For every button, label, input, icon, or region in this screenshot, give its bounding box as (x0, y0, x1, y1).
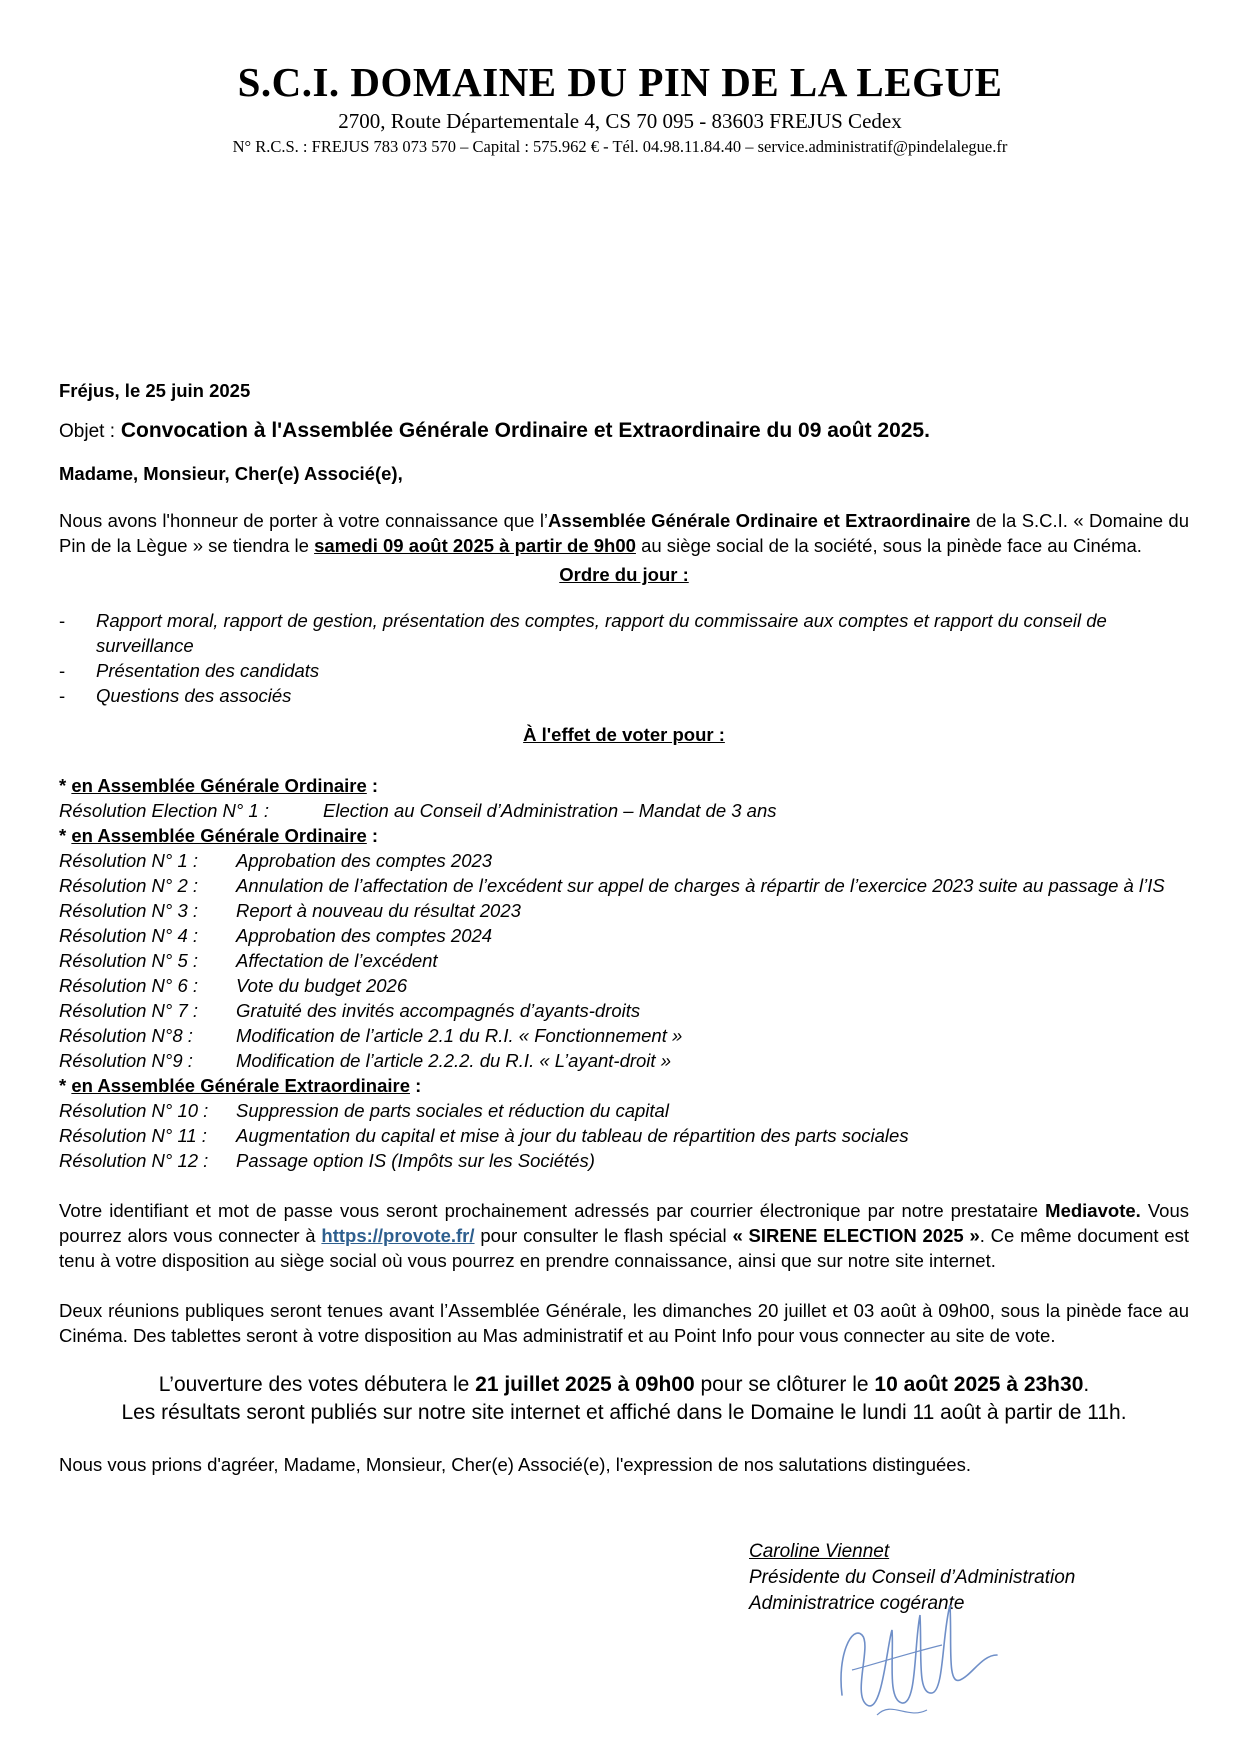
intro-text-1: Nous avons l'honneur de porter à votre connaissance que l’ (59, 510, 549, 531)
provote-link[interactable]: https://provote.fr/ (321, 1225, 475, 1246)
resolutions (59, 773, 1189, 1173)
agenda-item: - Rapport moral, rapport de gestion, présentation des comptes, rapport du commissaire aux comptes et rapport du conseil de surveillance (59, 610, 1107, 656)
closing-formula: Nous vous prions d'agréer, Madame, Monsieur, Cher(e) Associé(e), l'expression de nos salutations distinguées. (59, 1454, 971, 1475)
agenda-item-text: Rapport moral, rapport de gestion, présentation des comptes, rapport du commissaire aux comptes et rapport du conseil de surveillance (96, 610, 1107, 656)
resolution-text: Vote du budget 2026 (236, 975, 408, 996)
letter-date: Fréjus, le 25 juin 2025 (59, 380, 251, 401)
results-info: Les résultats seront publiés sur notre site internet et affiché dans le Domaine le lundi 11 août à partir de 11h. (121, 1401, 1127, 1424)
signatory-role-1: Présidente du Conseil d’Administration (749, 1567, 1076, 1588)
resolution-text: Approbation des comptes 2023 (236, 850, 493, 871)
resolution-row (59, 873, 1189, 898)
section-rows-ordinary-election (59, 798, 1189, 823)
agenda-item-text: Présentation des candidats (96, 660, 320, 681)
intro-text-3: au siège social de la société, sous la pinède face au Cinéma. (635, 535, 1142, 556)
section-rows-extraordinary (59, 1098, 1189, 1173)
vote-open-date: 21 juillet 2025 à 09h00 (475, 1373, 695, 1396)
resolution-text: Report à nouveau du résultat 2023 (236, 900, 521, 921)
provider-name: Mediavote. (1045, 1200, 1141, 1221)
intro-paragraph (59, 508, 1189, 558)
resolution-number: Résolution N° 1 : (59, 850, 199, 871)
subject-text: Convocation à l'Assemblée Générale Ordinaire et Extraordinaire du 09 août 2025. (120, 419, 930, 442)
section-title-extraordinary: * en Assemblée Générale Extraordinaire : (59, 1075, 422, 1096)
vote-close-date: 10 août 2025 à 23h30 (874, 1373, 1084, 1396)
resolution-text: Passage option IS (Impôts sur les Sociétés) (236, 1150, 595, 1171)
agenda-item: - Présentation des candidats (59, 660, 320, 681)
agenda-title: Ordre du jour : (559, 564, 689, 585)
resolution-row (59, 798, 1189, 823)
resolution-row (59, 898, 1189, 923)
resolution-number: Résolution N° 4 : (59, 925, 199, 946)
salutation: Madame, Monsieur, Cher(e) Associé(e), (59, 463, 403, 484)
credentials-paragraph: Votre identifiant et mot de passe vous seront prochainement adressés par courrier électronique par notre prestataire Mediavote. Vous pourrez alors vous connecter à https://provote.fr/ pour consulter le flash spécial « SIRENE ELECTION 2025 ». Ce même document est tenu à votre disposition au siège social où vous pourrez en prendre connaissance, ainsi que sur notre site internet. (59, 1200, 1190, 1271)
resolution-text: Annulation de l’affectation de l’excédent sur appel de charges à répartir de l’exercice 2023 suite au passage à l’IS (236, 875, 1165, 896)
resolution-number: Résolution N° 7 : (59, 1000, 199, 1021)
resolution-number: Résolution Election N° 1 : (59, 800, 269, 821)
vote-title: À l'effet de voter pour : (523, 724, 725, 745)
voting-dates: L’ouverture des votes débutera le 21 juillet 2025 à 09h00 pour se clôturer le 10 août 2025 à 23h30. (158, 1373, 1090, 1396)
letter-subject (59, 417, 1189, 446)
flash-title: « SIRENE ELECTION 2025 » (732, 1225, 980, 1246)
resolution-number: Résolution N° 11 : (59, 1125, 207, 1146)
subject-label: Objet : (59, 421, 115, 442)
company-legal-info: N° R.C.S. : FREJUS 783 073 570 – Capital : 575.962 € - Tél. 04.98.11.84.40 – service.administratif@pindelalegue.fr (232, 137, 1008, 156)
company-address: 2700, Route Départementale 4, CS 70 095 - 83603 FREJUS Cedex (338, 109, 902, 133)
voting-period (59, 1371, 1189, 1427)
resolution-number: Résolution N°8 : (59, 1025, 193, 1046)
resolution-row (59, 848, 1189, 873)
resolution-text: Election au Conseil d’Administration – Mandat de 3 ans (323, 800, 777, 821)
resolution-row (59, 998, 1189, 1023)
letter-body (59, 378, 1189, 1477)
agenda-item: - Questions des associés (59, 685, 292, 706)
resolution-row (59, 1148, 1189, 1173)
resolution-number: Résolution N° 6 : (59, 975, 199, 996)
resolution-text: Affectation de l’excédent (236, 950, 438, 971)
section-title-ordinary-election: * en Assemblée Générale Ordinaire : (59, 775, 379, 796)
section-title-ordinary: * en Assemblée Générale Ordinaire : (59, 825, 379, 846)
resolution-text: Suppression de parts sociales et réduction du capital (236, 1100, 669, 1121)
letterhead (0, 58, 1240, 158)
public-meetings-paragraph: Deux réunions publiques seront tenues avant l’Assemblée Générale, les dimanches 20 juillet et 03 août à 09h00, sous la pinède face au Cinéma. Des tablettes seront à votre disposition au Mas administratif et au Point Info pour vous connecter au site de vote. (59, 1300, 1189, 1346)
resolution-row (59, 923, 1189, 948)
resolution-row (59, 1023, 1189, 1048)
intro-bold-assembly: Assemblée Générale Ordinaire et Extraordinaire (548, 510, 971, 531)
resolution-row (59, 973, 1189, 998)
company-name: S.C.I. DOMAINE DU PIN DE LA LEGUE (237, 59, 1003, 105)
resolution-number: Résolution N° 2 : (59, 875, 199, 896)
agenda-item-text: Questions des associés (96, 685, 292, 706)
resolution-text: Modification de l’article 2.1 du R.I. « Fonctionnement » (236, 1025, 683, 1046)
resolution-text: Gratuité des invités accompagnés d’ayants-droits (236, 1000, 641, 1021)
signatory-name: Caroline Viennet (749, 1541, 890, 1562)
agenda-list (59, 608, 1189, 708)
resolution-number: Résolution N° 3 : (59, 900, 199, 921)
resolution-row (59, 1048, 1189, 1073)
signatory-role-2: Administratrice cogérante (749, 1593, 965, 1614)
intro-text-2: de la S.C.I. « Domaine du Pin de la Lègue » se tiendra le (59, 510, 1189, 556)
resolution-number: Résolution N°9 : (59, 1050, 193, 1071)
resolution-number: Résolution N° 5 : (59, 950, 199, 971)
intro-meeting-date: samedi 09 août 2025 à partir de 9h00 (314, 535, 636, 556)
resolution-row (59, 948, 1189, 973)
section-rows-ordinary (59, 848, 1189, 1073)
resolution-text: Augmentation du capital et mise à jour du tableau de répartition des parts sociales (236, 1125, 909, 1146)
resolution-row (59, 1123, 1189, 1148)
resolution-row (59, 1098, 1189, 1123)
resolution-text: Approbation des comptes 2024 (236, 925, 493, 946)
resolution-number: Résolution N° 12 : (59, 1150, 209, 1171)
handwritten-signature (832, 1575, 1002, 1725)
resolution-number: Résolution N° 10 : (59, 1100, 209, 1121)
resolution-text: Modification de l’article 2.2.2. du R.I. « L’ayant-droit » (236, 1050, 671, 1071)
